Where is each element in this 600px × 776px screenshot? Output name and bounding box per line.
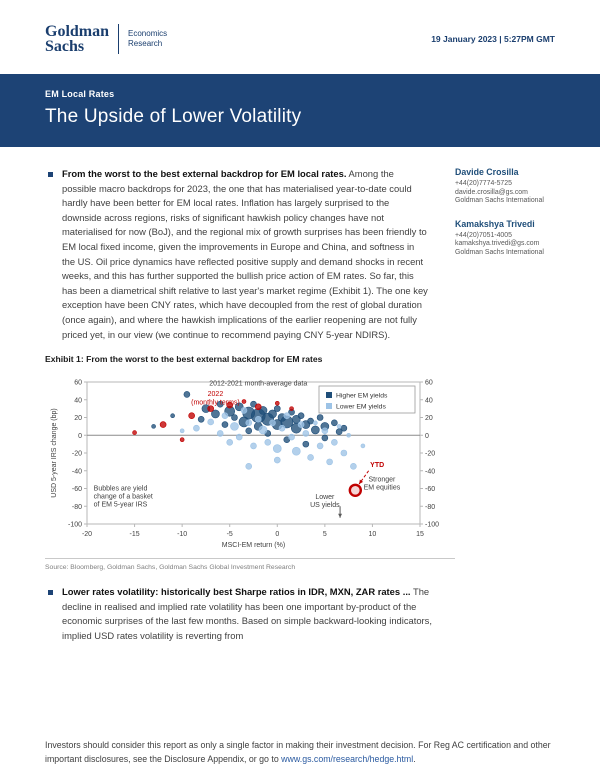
- bullet-square-icon: [48, 172, 53, 177]
- report-header: [0, 0, 600, 74]
- exhibit-bottom-rule: [45, 558, 455, 559]
- authors-column: [455, 167, 555, 342]
- exhibit-source: Source: Bloomberg, Goldman Sachs, Goldman Sachs Global Investment Research: [45, 564, 296, 572]
- svg-text:2012-2021 month-average data: 2012-2021 month-average data: [209, 380, 308, 388]
- author-phone: +44(20)7774-5725: [455, 180, 512, 187]
- svg-text:Lower EM yields: Lower EM yields: [336, 403, 386, 411]
- dept-line-1: Economics: [128, 29, 168, 38]
- dept-line-2: Research: [128, 39, 163, 48]
- scatter-chart: [45, 372, 455, 554]
- paragraph-2-lead: Lower rates volatility: historically best Sharpe ratios in IDR, MXN, ZAR rates ...: [62, 586, 411, 598]
- disclosure-footer: [45, 739, 555, 766]
- svg-text:LowerUS yields: Lower US yields: [310, 494, 340, 510]
- svg-text:2022(monthly terms): 2022 (monthly terms): [191, 391, 240, 407]
- svg-text:-5: -5: [226, 531, 233, 539]
- main-column: [45, 167, 428, 342]
- svg-text:-20: -20: [81, 531, 93, 539]
- svg-text:-60: -60: [425, 486, 436, 494]
- author-email[interactable]: davide.crosilla@gs.com: [455, 188, 528, 196]
- author-org: Goldman Sachs International: [455, 248, 544, 256]
- exhibit-1: [45, 354, 555, 571]
- brand-block: [45, 24, 167, 54]
- svg-text:-40: -40: [71, 468, 82, 476]
- svg-text:USD 5-year IRS change (bp): USD 5-year IRS change (bp): [51, 408, 58, 498]
- svg-text:0: 0: [275, 531, 280, 539]
- svg-text:40: 40: [425, 397, 433, 405]
- brand-divider: [118, 24, 119, 54]
- author-name: Kamakshya Trivedi: [455, 218, 535, 229]
- svg-text:-80: -80: [71, 503, 82, 511]
- svg-text:-10: -10: [177, 531, 188, 539]
- author-org: Goldman Sachs International: [455, 197, 544, 205]
- svg-text:10: 10: [368, 531, 377, 539]
- bullet-square-icon: [48, 590, 53, 595]
- disclosure-text-suffix: .: [413, 753, 416, 764]
- svg-text:Higher EM yields: Higher EM yields: [336, 392, 388, 400]
- department-label: [128, 29, 167, 49]
- author-name: Davide Crosilla: [455, 167, 519, 177]
- disclosure-link[interactable]: www.gs.com/research/hedge.html: [281, 753, 414, 764]
- title-banner: [0, 74, 600, 147]
- paragraph-1: [45, 167, 428, 342]
- section-eyebrow: EM Local Rates: [45, 89, 115, 99]
- svg-text:60: 60: [425, 379, 433, 387]
- svg-text:-60: -60: [71, 486, 82, 494]
- author-block: [455, 219, 555, 258]
- paragraph-1-text: [62, 167, 428, 342]
- report-datetime: 19 January 2023 | 5:27PM GMT: [431, 34, 555, 44]
- svg-text:20: 20: [425, 415, 433, 423]
- logo-line-2: Sachs: [45, 38, 85, 55]
- svg-text:YTD: YTD: [370, 462, 385, 470]
- exhibit-title: Exhibit 1: From the worst to the best external backdrop for EM rates: [45, 354, 323, 365]
- svg-text:20: 20: [74, 415, 82, 423]
- svg-text:-15: -15: [129, 531, 140, 539]
- report-body: [0, 147, 600, 644]
- svg-text:5: 5: [322, 531, 327, 539]
- paragraph-1-lead: From the worst to the best external backdrop for EM local rates.: [62, 168, 347, 179]
- author-phone: +44(20)7051-4005: [455, 231, 512, 239]
- author-block: [455, 167, 555, 206]
- svg-text:0: 0: [78, 432, 82, 440]
- svg-text:-80: -80: [425, 503, 436, 511]
- paragraph-2-text: [62, 585, 455, 643]
- paragraph-2: [45, 585, 455, 643]
- svg-text:15: 15: [416, 531, 424, 539]
- svg-text:MSCI-EM return (%): MSCI-EM return (%): [221, 542, 286, 550]
- paragraph-1-body: Among the possible macro backdrops for 2023, the one that has materialised year-to-date could hardly have been better for EM local rates. Inflation has largely surprised to the downside across regions, risks of significant hawkish policy changes have not materialised for now (BoJ), and the regional mix of growth surprises has been friendly to EM local fixed income, given the improvements in Europe and China, and softness in the US. Oil price dynamics have reflected positive supply and demand shocks in recent weeks, and this has further supported the bullish price action of EM rates. So far, this has been a diametrical shift relative to last year's market regime (Exhibit 1). The one key exception have been CNY rates, which have decoupled from the rest of global duration (once again), and where the hawkish implications of the earlier reopening are not fully priced yet, in our view (we continue to recommend paying CNY 5-year NDIRS).: [62, 168, 428, 340]
- svg-text:-100: -100: [67, 521, 82, 529]
- author-email[interactable]: kamakshya.trivedi@gs.com: [455, 240, 540, 248]
- report-title: The Upside of Lower Volatility: [45, 106, 302, 127]
- svg-text:-20: -20: [425, 450, 436, 458]
- intro-row: [45, 167, 555, 342]
- svg-text:40: 40: [74, 397, 82, 405]
- svg-text:Bubbles are yieldchange of a b: Bubbles are yield change of a basket of EM 5-year IRS: [93, 485, 153, 509]
- svg-text:StrongerEM equities: Stronger EM equities: [363, 476, 401, 492]
- disclosure-text: Investors should consider this report as only a single factor in making their investment decision. For Reg AC certification and other important disclosures, see the Disclosure Appendix, or go to: [45, 740, 551, 764]
- svg-text:0: 0: [425, 432, 429, 440]
- second-paragraph-section: [45, 585, 455, 643]
- paragraph-2-body: The decline in realised and implied rate volatility has been one important by-product of the economic surprises of the last few months. Based on simple backward-looking indicators, implied USD rates volatility is reverting from: [62, 586, 432, 641]
- svg-text:60: 60: [74, 379, 82, 387]
- goldman-sachs-logo: [45, 24, 109, 54]
- svg-text:-40: -40: [425, 468, 436, 476]
- svg-text:-20: -20: [71, 450, 82, 458]
- logo-line-1: Goldman: [45, 23, 110, 40]
- svg-text:-100: -100: [425, 521, 440, 529]
